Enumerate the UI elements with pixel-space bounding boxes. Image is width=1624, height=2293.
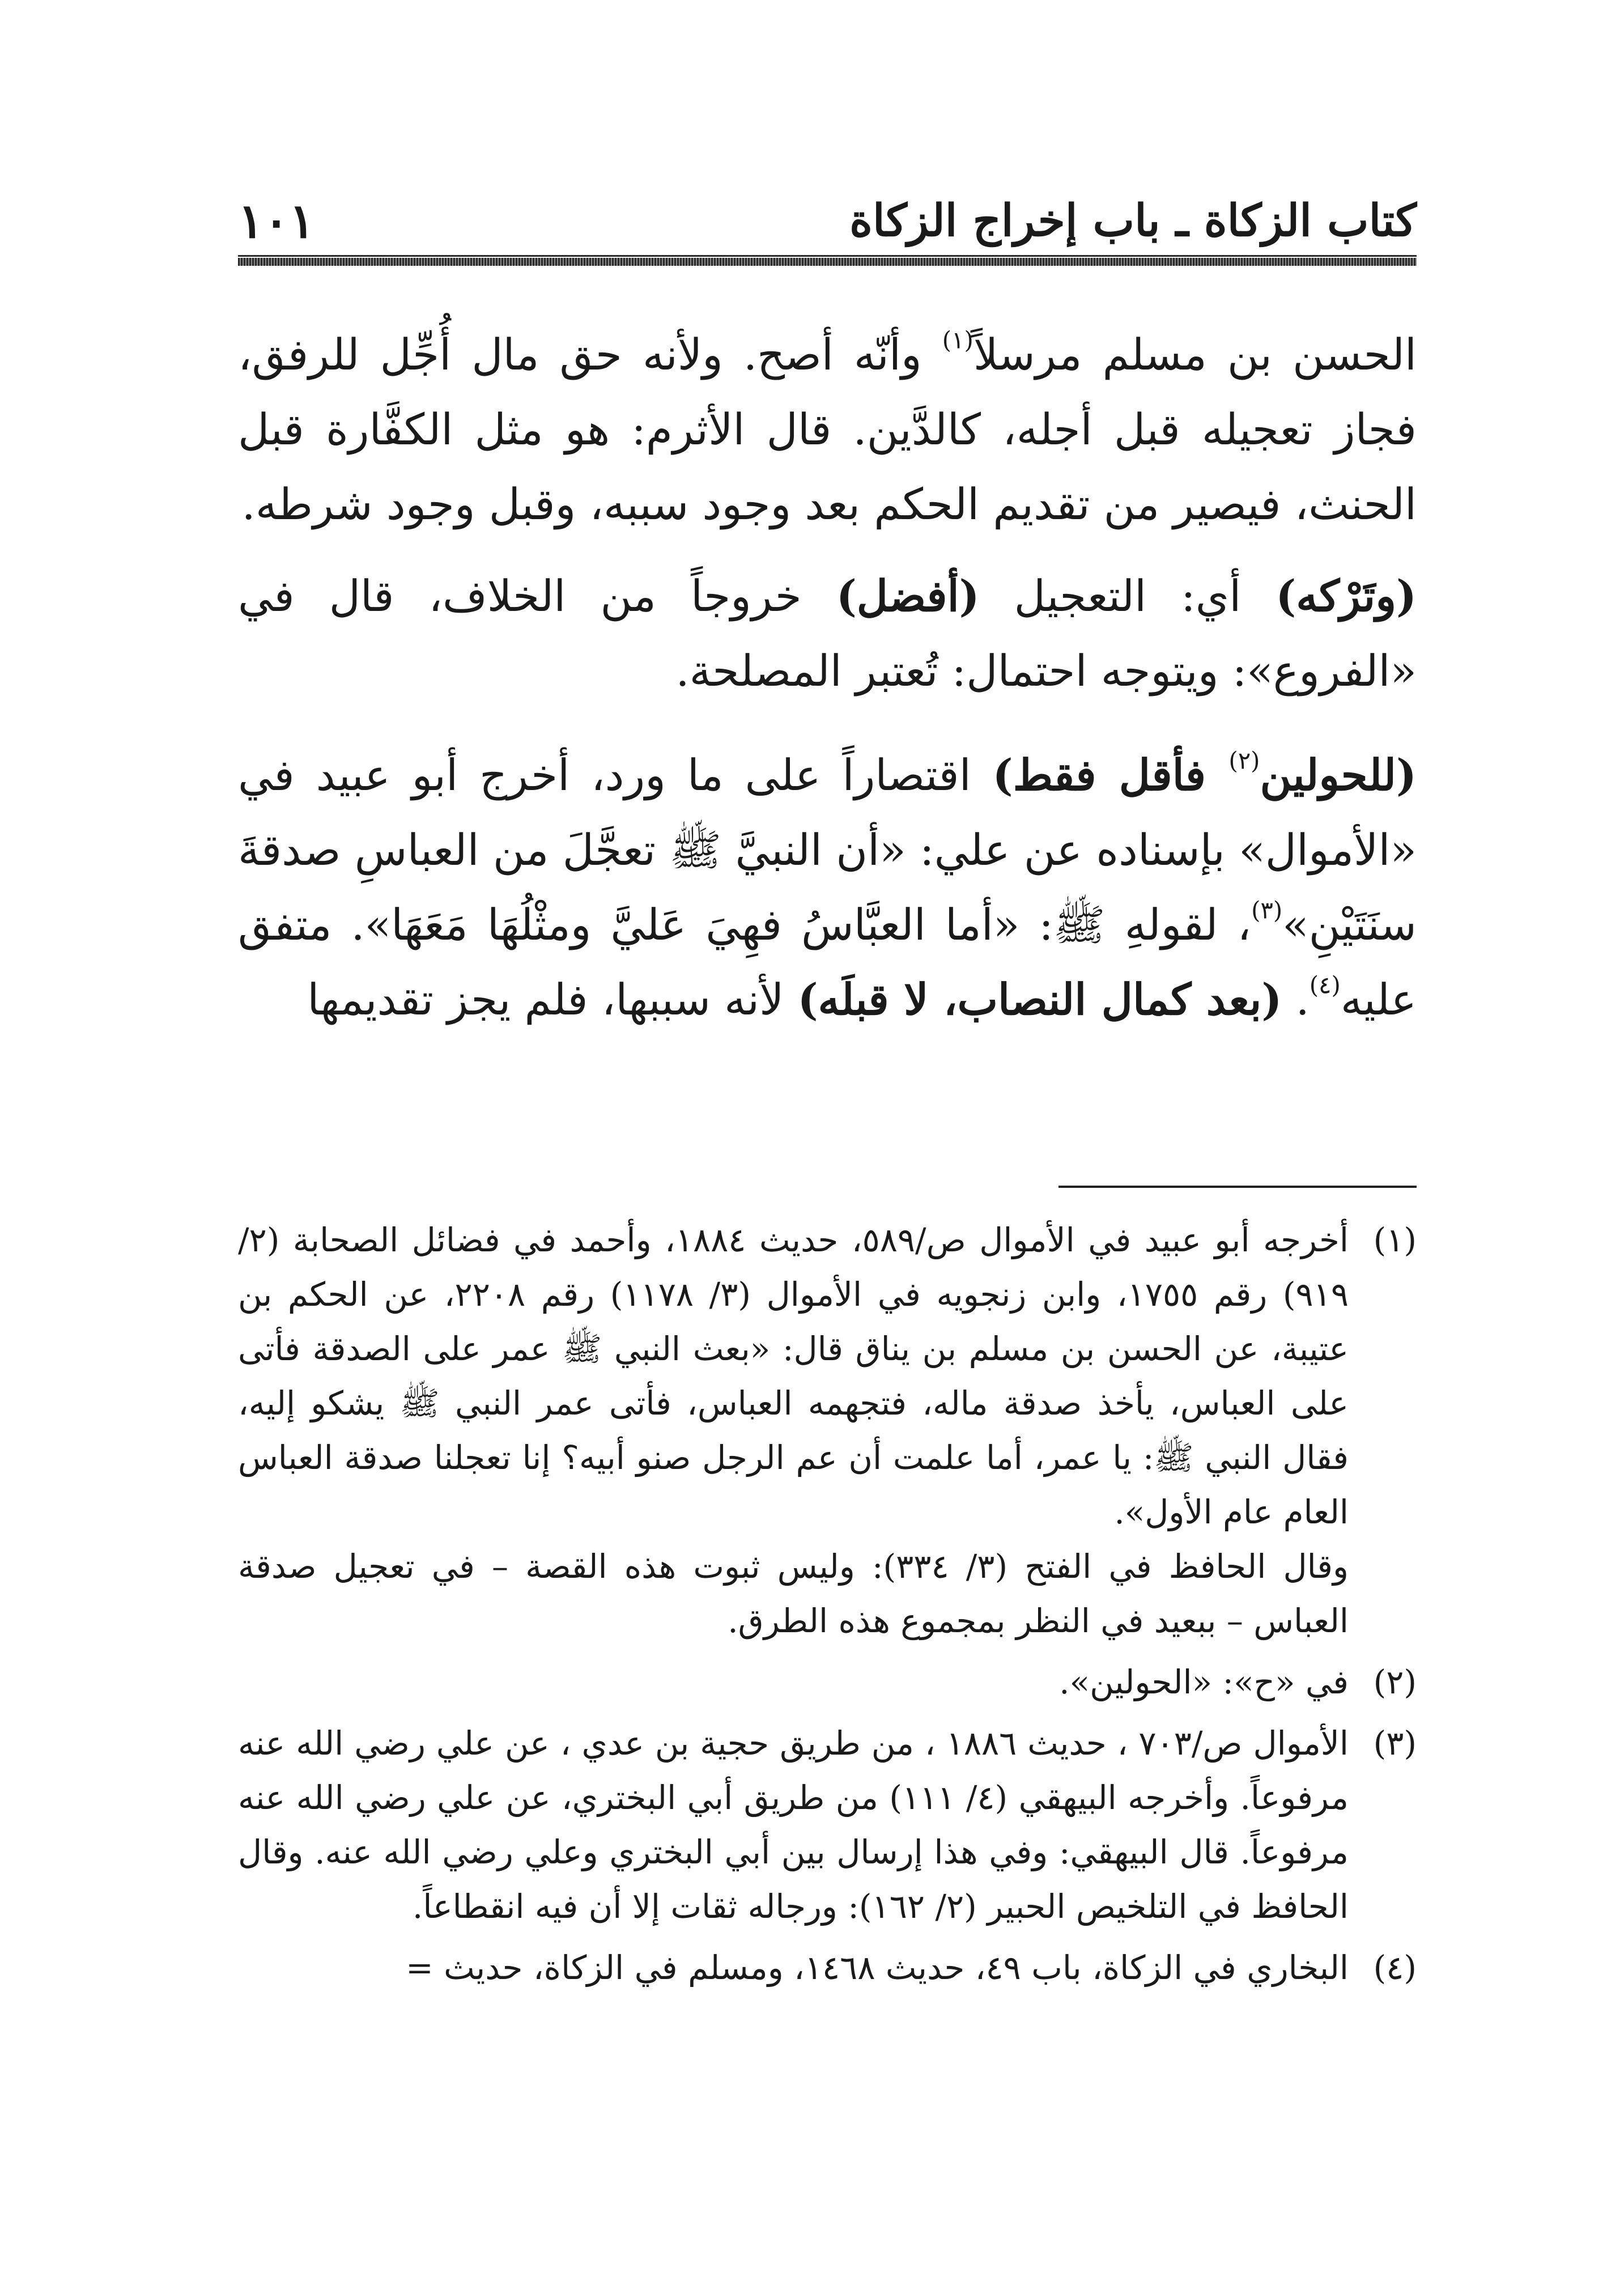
paragraph-2-text-a: أي: التعجيل (979, 571, 1276, 621)
footnote-1 (238, 1213, 1417, 1648)
footnote-body (238, 1213, 1349, 1648)
footnotes (238, 1213, 1417, 2002)
matn-term-5: (بعد كمال النصاب، لا قبلَه) (797, 974, 1282, 1025)
matn-term-4: فأقل فقط) (992, 750, 1229, 800)
footnote-number: (٣) (1373, 1724, 1417, 1763)
matn-term-1: (وتَرْكه) (1276, 571, 1417, 621)
footnote-number: (٤) (1373, 1948, 1417, 1987)
paragraph-3-text-d: لأنه سببها، فلم يجز تقديمها (307, 974, 798, 1025)
paragraph-2 (238, 559, 1417, 708)
footnote-text: الأموال ص/٧٠٣ ، حديث ١٨٨٦ ، من طريق حجية بن عدي ، عن علي رضي الله عنه مرفوعاً. وأخرجه البيهقي (٤/ ١١١) من طريق أبي البختري، عن علي رضي الله عنه مرفوعاً. قال البيهقي: وفي هذا إرسال بين أبي البختري وعلي رضي الله عنه. وقال الحافظ في التلخيص الحبير (٢/ ١٦٢): ورجاله ثقات إلا أن فيه انقطاعاً. (238, 1724, 1349, 1926)
paragraph-3-text-c: . (1282, 974, 1310, 1025)
main-text (238, 317, 1417, 1037)
paragraph-1-text-b: وأنّه أصح. ولأنه حق مال أُجِّل للرفق، فجاز تعجيله قبل أجله، كالدَّين. قال الأثرم: هو مثل الكفَّارة قبل الحنث، فيصير من تقديم الحكم بعد وجود سببه، وقبل وجود شرطه. (238, 329, 1417, 529)
footnote-text: أخرجه أبو عبيد في الأموال ص/٥٨٩، حديث ١٨٨٤، وأحمد في فضائل الصحابة (٢/ ٩١٩) رقم ١٧٥٥، وابن زنجويه في الأموال (٣/ ١١٧٨) رقم ٢٢٠٨، عن الحكم بن عتيبة، عن الحسن بن مسلم بن يناق قال: «بعث النبي ﷺ عمر على الصدقة فأتى على العباس، يأخذ صدقة ماله، فتجهمه العباس، فأتى عمر النبي ﷺ يشكو إليه، فقال النبي ﷺ: يا عمر، أما علمت أن عم الرجل صنو أبيه؟ إنا تعجلنا صدقة العباس العام عام الأول». (238, 1221, 1349, 1531)
header-rule-thin (238, 255, 1417, 257)
footnote-text: وقال الحافظ في الفتح (٣/ ٣٣٤): وليس ثبوت هذه القصة – في تعجيل صدقة العباس – ببعيد في النظر بمجموع هذه الطرق. (238, 1547, 1349, 1640)
footnote-ref-4: (٤) (1309, 971, 1341, 999)
paragraph-1 (238, 317, 1417, 542)
paragraph-1-text-a: الحسن بن مسلم مرسلاً (973, 329, 1417, 380)
paragraph-3-text-a: اقتصاراً على ما ورد، أخرج أبو عبيد في «الأموال» بإسناده عن علي: «أن النبيَّ ﷺ تعجَّلَ من العباسِ صدقةَ سنَتَيْنِ» (238, 750, 1417, 950)
footnote-body (238, 1716, 1349, 1934)
footnote-ref-2: (٢) (1228, 746, 1260, 775)
footnote-3 (238, 1716, 1417, 1934)
matn-term-2: (أفضل) (836, 571, 980, 621)
page-header (238, 187, 1417, 255)
footnote-body (238, 1940, 1349, 1995)
footnote-4 (238, 1940, 1417, 1995)
footnote-number: (٢) (1373, 1663, 1417, 1701)
footnote-text: البخاري في الزكاة، باب ٤٩، حديث ١٤٦٨، ومسلم في الزكاة، حديث = (406, 1948, 1349, 1987)
footnote-2 (238, 1655, 1417, 1709)
page-number: ١٠١ (238, 193, 315, 249)
footnote-body (238, 1655, 1349, 1709)
footnote-ref-1: (١) (942, 326, 973, 354)
running-title: كتاب الزكاة ـ باب إخراج الزكاة (849, 195, 1417, 247)
footnote-separator (1058, 1186, 1417, 1188)
header-rule (238, 258, 1417, 266)
paragraph-3 (238, 738, 1417, 1037)
paragraph-2-text-b: خروجاً من الخلاف، قال في «الفروع»: ويتوجه احتمال: تُعتبر المصلحة. (238, 571, 1417, 696)
footnote-number: (١) (1373, 1221, 1417, 1259)
footnote-text: في «ح»: «الحولين». (1059, 1663, 1349, 1701)
footnote-ref-3: (٣) (1251, 896, 1283, 924)
matn-term-3: (للحولين (1260, 750, 1417, 800)
paragraph-3-text-b: ، لقولهِ ﷺ: «أما العبَّاسُ فهِيَ عَليَّ ومثْلُهَا مَعَهَا». متفق عليه (238, 899, 1417, 1025)
